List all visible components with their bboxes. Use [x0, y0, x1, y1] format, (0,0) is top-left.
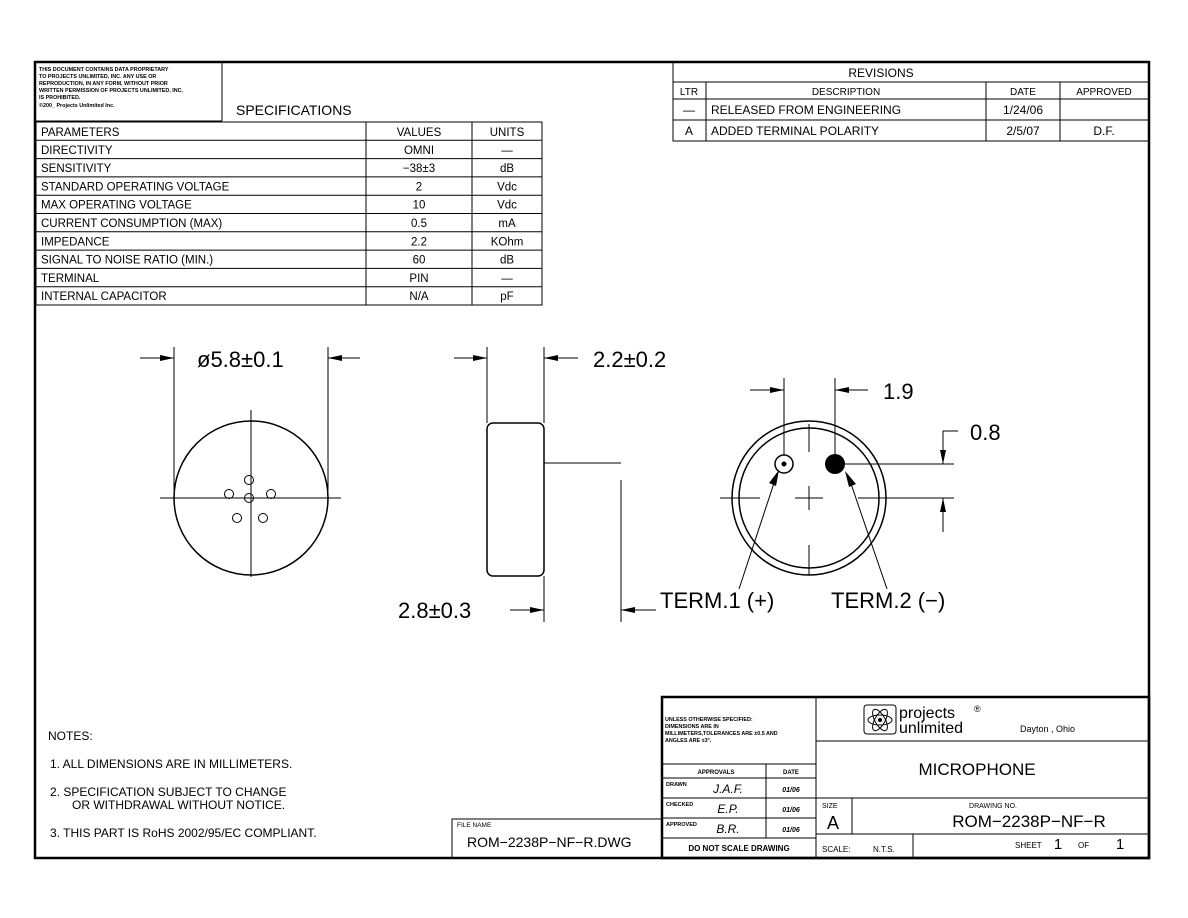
spec-parameter: STANDARD OPERATING VOLTAGE	[41, 181, 230, 194]
note-item: 1. ALL DIMENSIONS ARE IN MILLIMETERS.	[50, 757, 293, 771]
sheet-label: SHEET	[1015, 841, 1042, 850]
notice-line: WRITTEN PERMISSION OF PROJECTS UNLIMITED, INC.	[39, 88, 184, 94]
spec-parameter: IMPEDANCE	[41, 236, 110, 249]
spec-value: PIN	[409, 272, 429, 285]
sound-hole	[267, 490, 276, 499]
spec-value: 60	[412, 254, 426, 267]
of-label: OF	[1078, 841, 1090, 850]
company-logo	[864, 704, 981, 737]
notice-line: THIS DOCUMENT CONTAINS DATA PROPRIETARY	[39, 67, 169, 73]
dimension-pin-spacing: 1.9	[883, 379, 914, 404]
spec-value: 2.2	[411, 236, 427, 249]
tolerance-note: UNLESS OTHERWISE SPECIFIED:	[665, 717, 753, 723]
mic-side-profile	[487, 423, 544, 576]
spec-unit: dB	[499, 254, 515, 267]
spec-value: N/A	[409, 291, 429, 304]
scale-value: N.T.S.	[873, 845, 895, 854]
notes	[48, 729, 317, 840]
spec-value: OMNI	[403, 144, 435, 157]
spec-value: 0.5	[411, 218, 427, 230]
spec-parameter: SENSITIVITY	[41, 163, 112, 176]
size-value: A	[827, 813, 840, 833]
spec-unit: —	[501, 272, 513, 285]
spec-unit: KOhm	[490, 236, 524, 249]
spec-parameter: SIGNAL TO NOISE RATIO (MIN.)	[41, 254, 214, 267]
dimension-diameter: ø5.8±0.1	[197, 347, 284, 372]
rev-header-date: DATE	[1010, 87, 1036, 98]
spec-value: 10	[412, 199, 426, 212]
approval-role: DRAWN	[666, 782, 687, 788]
spec-header-values: VALUES	[396, 127, 442, 139]
sheet-total: 1	[1115, 836, 1125, 853]
file-name-block	[452, 819, 662, 858]
rev-cell: D.F.	[1093, 124, 1115, 138]
spec-unit: dB	[499, 163, 515, 176]
approval-date: 01/06	[782, 827, 800, 834]
spec-value: −38±3	[402, 163, 436, 176]
side-view	[398, 347, 666, 623]
notice-line: TO PROJECTS UNLIMITED, INC. ANY USE OR	[39, 74, 157, 80]
approvals-header: APPROVALS	[697, 770, 735, 776]
rev-header-description: DESCRIPTION	[811, 87, 881, 98]
spec-parameter: TERMINAL	[41, 272, 100, 285]
tolerance-note: ANGLES ARE ±3°.	[665, 738, 712, 744]
note-item: 2. SPECIFICATION SUBJECT TO CHANGE	[50, 785, 287, 799]
sound-hole	[233, 514, 242, 523]
back-view	[660, 378, 1001, 613]
front-view	[140, 347, 360, 577]
rev-cell: ADDED TERMINAL POLARITY	[711, 124, 880, 138]
terminal-1-label: TERM.1 (+)	[660, 588, 775, 613]
spec-unit: mA	[498, 218, 516, 230]
sound-hole	[245, 476, 254, 485]
title-block	[662, 697, 1149, 858]
specifications-table	[36, 102, 542, 305]
revisions-title: REVISIONS	[848, 66, 914, 80]
revisions-table	[673, 62, 1149, 141]
spec-parameter: MAX OPERATING VOLTAGE	[41, 199, 192, 212]
approval-name: E.P.	[717, 802, 739, 816]
rev-cell: RELEASED FROM ENGINEERING	[711, 103, 902, 117]
rev-cell: —	[683, 103, 695, 117]
notes-title: NOTES:	[48, 729, 93, 743]
do-not-scale-note: DO NOT SCALE DRAWING	[688, 844, 790, 853]
note-item: 3. THIS PART IS RoHS 2002/95/EC COMPLIANT.	[50, 826, 317, 840]
notice-line: IS PROHIBITED.	[39, 95, 81, 101]
file-name-value: ROM−2238P−NF−R.DWG	[467, 834, 632, 850]
term1-leader	[739, 474, 777, 589]
specifications-title: SPECIFICATIONS	[236, 102, 352, 118]
rev-cell: 2/5/07	[1006, 124, 1040, 138]
term2-leader	[848, 475, 887, 589]
dimension-pin-length: 2.8±0.3	[398, 598, 472, 623]
notice-line: REPRODUCTION, IN ANY FORM, WITHOUT PRIOR	[39, 81, 168, 87]
rev-header-ltr: LTR	[679, 87, 699, 98]
spec-header-parameters: PARAMETERS	[41, 127, 120, 139]
rev-cell: 1/24/06	[1002, 103, 1044, 117]
sheet-number: 1	[1053, 836, 1063, 853]
file-name-label: FILE NAME	[457, 822, 492, 829]
rev-header-approved: APPROVED	[1076, 87, 1132, 98]
proprietary-notice	[35, 62, 222, 121]
sound-hole	[259, 514, 268, 523]
company-name-line2: unlimited	[899, 720, 964, 737]
drawing-no-label: DRAWING NO.	[969, 803, 1017, 810]
spec-unit: —	[501, 144, 513, 157]
spec-unit: Vdc	[497, 181, 517, 194]
tolerance-note: MILLIMETERS,TOLERANCES ARE ±0.5 AND	[665, 731, 778, 737]
dimension-height: 2.2±0.2	[593, 347, 667, 372]
terminal-2-pin	[825, 454, 845, 474]
note-item: OR WITHDRAWAL WITHOUT NOTICE.	[72, 798, 286, 812]
spec-parameter: CURRENT CONSUMPTION (MAX)	[41, 218, 223, 230]
size-label: SIZE	[822, 803, 838, 810]
company-name-line1: projects	[899, 705, 956, 722]
approval-name: B.R.	[716, 822, 740, 836]
spec-unit: pF	[500, 291, 514, 304]
spec-parameter: DIRECTIVITY	[41, 144, 113, 157]
approvals-date-header: DATE	[783, 770, 799, 776]
notice-line: ©200_ Projects Unlimited Inc.	[39, 103, 115, 109]
spec-unit: Vdc	[497, 199, 517, 212]
spec-header-units: UNITS	[489, 127, 525, 139]
dimension-pin-offset: 0.8	[970, 420, 1001, 445]
approval-role: APPROVED	[666, 822, 697, 828]
spec-value: 2	[415, 181, 423, 194]
approval-role: CHECKED	[666, 802, 694, 808]
rev-cell: A	[684, 124, 694, 138]
sound-hole	[225, 490, 234, 499]
terminal-1-center	[782, 462, 787, 467]
approval-name: J.A.F.	[713, 782, 743, 796]
tolerance-note: DIMENSIONS ARE IN	[665, 724, 719, 730]
spec-parameter: INTERNAL CAPACITOR	[41, 291, 167, 304]
company-registered-mark: ®	[974, 704, 981, 714]
company-location: Dayton , Ohio	[1020, 724, 1076, 734]
scale-label: SCALE:	[822, 845, 851, 854]
approval-date: 01/06	[782, 807, 800, 814]
part-title: MICROPHONE	[918, 760, 1036, 779]
terminal-2-label: TERM.2 (−)	[831, 588, 946, 613]
drawing-number: ROM−2238P−NF−R	[952, 812, 1106, 831]
approval-date: 01/06	[782, 787, 800, 794]
